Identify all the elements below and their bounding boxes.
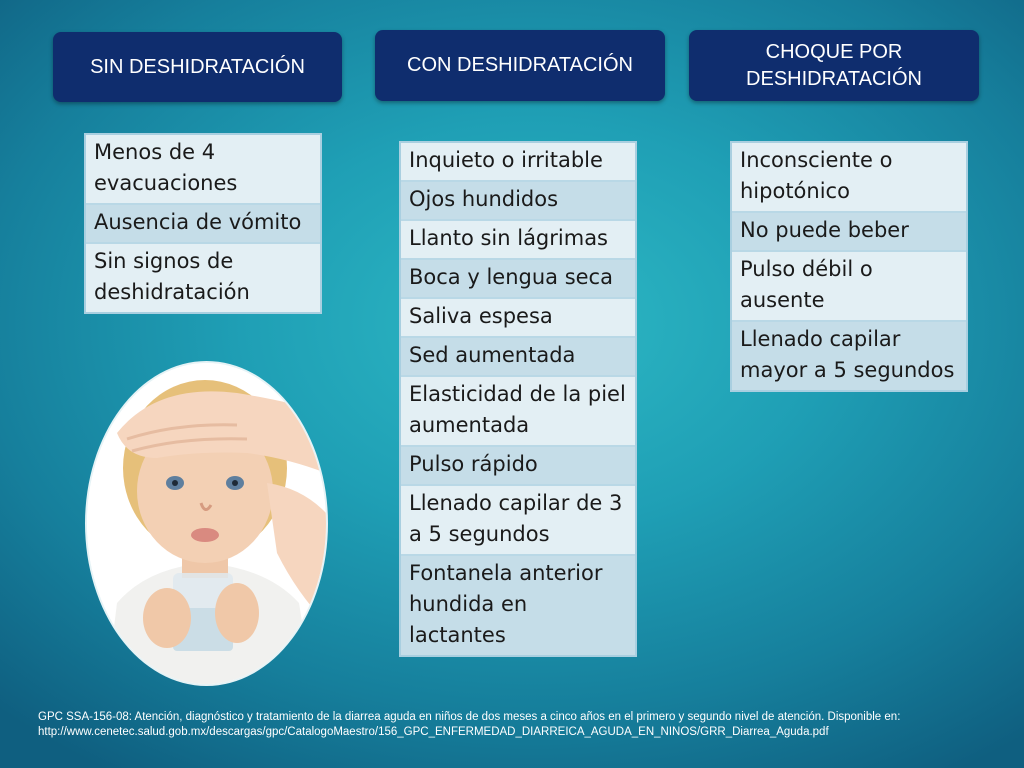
- list-item: Llenado capilar de 3 a 5 segundos: [401, 486, 635, 556]
- list-con-deshidratacion: [399, 141, 637, 657]
- header-sin-label: SIN DESHIDRATACIÓN: [90, 55, 305, 78]
- header-sin-deshidratacion: [53, 32, 342, 102]
- header-choque-deshidratacion: [689, 30, 979, 101]
- child-photo: [85, 361, 328, 686]
- list-item: Fontanela anterior hundida en lactantes: [401, 556, 635, 655]
- list-item: Pulso rápido: [401, 447, 635, 486]
- header-con-label: CON DESHIDRATACIÓN: [407, 54, 633, 76]
- list-item: No puede beber: [732, 213, 966, 252]
- list-item: Ojos hundidos: [401, 182, 635, 221]
- reference-footnote: GPC SSA-156-08: Atención, diagnóstico y tratamiento de la diarrea aguda en niños de dos meses a cinco años en el primero y segundo nivel de atención. Disponible en: http://www.cenetec.salud.gob.mx/descargas/gpc/CatalogoMaestro/156_GPC_ENFERMEDAD_DIARREICA_AGUDA_EN_NINOS/GRR_Diarrea_Aguda.pdf: [38, 711, 901, 738]
- list-item: Sin signos de deshidratación: [86, 244, 320, 312]
- list-item: Pulso débil o ausente: [732, 252, 966, 322]
- list-item: Ausencia de vómito: [86, 205, 320, 244]
- list-item: Boca y lengua seca: [401, 260, 635, 299]
- child-illustration: [87, 363, 326, 684]
- list-item: Inconsciente o hipotónico: [732, 143, 966, 213]
- list-item: Elasticidad de la piel aumentada: [401, 377, 635, 447]
- header-con-deshidratacion: [375, 30, 665, 101]
- list-item: Sed aumentada: [401, 338, 635, 377]
- list-item: Menos de 4 evacuaciones: [86, 135, 320, 205]
- header-choque-label: CHOQUE POR DESHIDRATACIÓN: [746, 40, 922, 90]
- list-item: Llenado capilar mayor a 5 segundos: [732, 322, 966, 390]
- list-item: Llanto sin lágrimas: [401, 221, 635, 260]
- list-choque-deshidratacion: [730, 141, 968, 392]
- list-item: Inquieto o irritable: [401, 143, 635, 182]
- list-item: Saliva espesa: [401, 299, 635, 338]
- list-sin-deshidratacion: [84, 133, 322, 314]
